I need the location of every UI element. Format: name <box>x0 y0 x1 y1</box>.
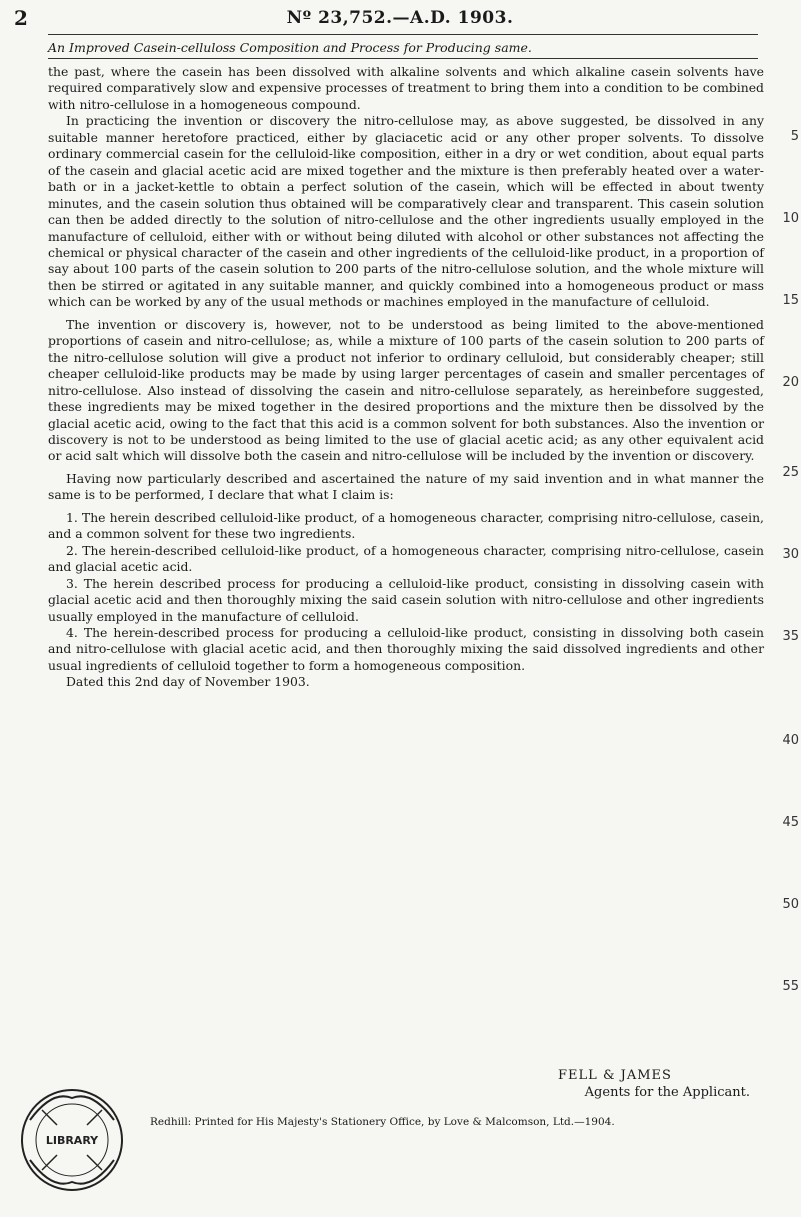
paragraph: In practicing the invention or discovery the nitro-cellulose may, as above suggested, be dissolved in any suitable manner heretofore practiced, either by glaciacetic acid or any other proper solvents. To dissolve ordinary commercial casein for the celluloid-like composition, either in a dry or wet condition, about equal parts of the casein and glacial acetic acid are mixed together and the mixture is then preferably heated over a water-bath or in a jacket-kettle to obtain a perfect solution of the casein, which will be effected in about twenty minutes, and the casein solution thus obtained will be comparatively clear and transparent. This casein solution can then be added directly to the solution of nitro-cellulose and the other ingredients usually employed in the manufacture of celluloid, either with or without being diluted with alcohol or other substances not affecting the chemical or physical character of the casein and other ingredients of the celluloid-like product, in a proportion of say about 100 parts of the casein solution to 200 parts of the nitro-cellulose solution, and the whole mixture will then be stirred or agitated in any suitable manner, and quickly combined into a homogeneous product or mass which can be worked by any of the usual methods or machines employed in the manufacture of celluloid. <box>48 113 764 310</box>
line-number: 10 <box>782 211 799 226</box>
date-line: Dated this 2nd day of November 1903. <box>66 674 310 690</box>
line-number: 15 <box>782 293 799 308</box>
line-number: 25 <box>782 465 799 480</box>
page-header <box>10 4 790 34</box>
header-rule-bottom <box>48 58 758 59</box>
agent-firm: FELL & JAMES <box>558 1068 672 1083</box>
line-number: 20 <box>782 375 799 390</box>
claim-3: 3. The herein described process for producing a celluloid-like product, consisting in dissolving casein with glacial acetic acid and then thoroughly mixing the said casein solution with nitro-cellulose and other ingredients usually employed in the manufacture of celluloid. <box>48 575 764 624</box>
paragraph: The invention or discovery is, however, not to be understood as being limited to the above-mentioned proportions of casein and nitro-cellulose; as, while a mixture of 100 parts of the casein solution to 200 parts of the nitro-cellulose solution will give a product not inferior to ordinary celluloid, but considerably cheaper; still cheaper celluloid-like products may be made by using larger percentages of casein and smaller percentages of nitro-cellulose. Also instead of dissolving the casein and nitro-cellulose separately, as hereinbefore suggested, these ingredients may be mixed together in the desired proportions and the mixture then be dissolved by the glacial acetic acid, owing to the fact that this acid is a common solvent for both substances. Also the invention or discovery is not to be understood as being limited to the use of glacial acetic acid; as any other equivalent acid or acid salt which will dissolve both the casein and nitro-cellulose will be included by the invention or discovery. <box>48 316 764 464</box>
page-number: 2 <box>14 6 28 30</box>
line-number: 50 <box>782 897 799 912</box>
signature-block <box>480 1068 750 1100</box>
claim-intro: Having now particularly described and ascertained the nature of my said invention and in what manner the same is to be performed, I declare that what I claim is: <box>48 470 764 503</box>
document-body <box>48 64 764 691</box>
line-number: 35 <box>782 629 799 644</box>
paragraph: the past, where the casein has been dissolved with alkaline solvents and which alkaline casein solvents have required comparatively slow and expensive processes of treatment to bring them into a condition to be combined with nitro-cellulose in a homogeneous compound. <box>48 64 764 112</box>
agent-role: Agents for the Applicant. <box>584 1085 750 1100</box>
patent-number: Nº 23,752.—A.D. 1903. <box>286 8 514 28</box>
library-stamp-icon <box>12 1080 132 1200</box>
line-number: 30 <box>782 547 799 562</box>
header-rule-top <box>48 34 758 35</box>
line-number-margin <box>761 0 801 1217</box>
claim-1: 1. The herein described celluloid-like product, of a homogeneous character, comprising nitro-cellulose, casein, and a common solvent for these two ingredients. <box>48 509 764 542</box>
line-number: 5 <box>790 129 799 144</box>
line-number: 40 <box>782 733 799 748</box>
line-number: 45 <box>782 815 799 830</box>
claim-2: 2. The herein-described celluloid-like product, of a homogeneous character, comprising nitro-cellulose, casein and glacial acetic acid. <box>48 542 764 575</box>
line-number: 55 <box>782 979 799 994</box>
stamp-text: LIBRARY <box>45 1134 99 1147</box>
claim-4: 4. The herein-described process for producing a celluloid-like product, consisting in dissolving both casein and nitro-cellulose with glacial acetic acid, and then thoroughly mixing the said dissolved ingredients and other usual ingredients of celluloid together to form a homogeneous composition. <box>48 624 764 673</box>
printer-imprint: Redhill: Printed for His Majesty's Stationery Office, by Love & Malcomson, Ltd.—1904. <box>150 1116 615 1128</box>
running-title: An Improved Casein-celluloss Composition and Process for Producing same. <box>48 40 532 55</box>
